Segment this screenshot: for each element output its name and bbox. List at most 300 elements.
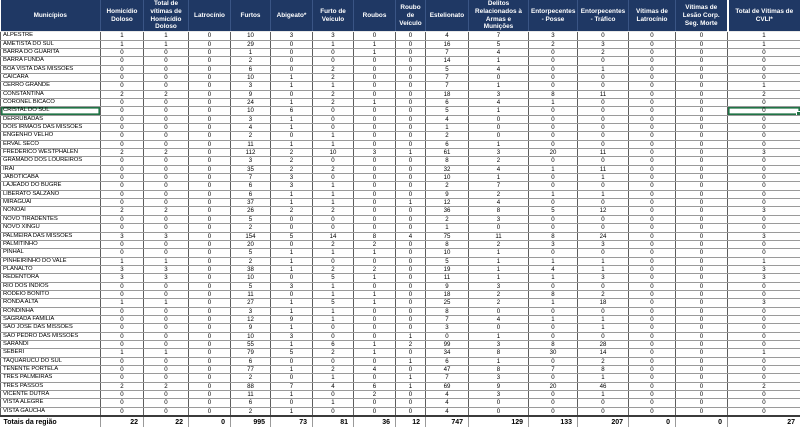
- data-cell-vitimas-latrocinio[interactable]: 0: [629, 73, 676, 81]
- data-cell-entorpecentes-posse[interactable]: 0: [529, 182, 578, 190]
- data-cell-furto-de-veiculo[interactable]: 0: [313, 157, 354, 165]
- data-cell-total-cvli[interactable]: 2: [728, 90, 800, 98]
- data-cell-latrocinio[interactable]: 0: [189, 366, 231, 374]
- data-cell-roubo-de-veiculo[interactable]: 0: [396, 324, 426, 332]
- data-cell-entorpecentes-trafico[interactable]: 1: [578, 315, 629, 323]
- data-cell-vitimas-latrocinio[interactable]: 0: [629, 132, 676, 140]
- data-cell-homicidio-doloso[interactable]: 0: [101, 391, 144, 399]
- data-cell-furto-de-veiculo[interactable]: 1: [313, 249, 354, 257]
- data-cell-abigeato[interactable]: 1: [271, 99, 313, 107]
- municipality-cell[interactable]: MIRAGUAI: [1, 199, 101, 207]
- data-cell-delitos-armas-municoes[interactable]: 3: [469, 391, 529, 399]
- totals-cell-homicidio-doloso[interactable]: 22: [101, 416, 144, 427]
- data-cell-furto-de-veiculo[interactable]: 0: [313, 407, 354, 416]
- data-cell-vitimas-lesao[interactable]: 0: [676, 215, 728, 223]
- data-cell-vitimas-latrocinio[interactable]: 0: [629, 374, 676, 382]
- data-cell-total-vitimas-homicidio[interactable]: 3: [144, 274, 189, 282]
- data-cell-furto-de-veiculo[interactable]: 2: [313, 207, 354, 215]
- data-cell-roubo-de-veiculo[interactable]: 1: [396, 357, 426, 365]
- data-cell-entorpecentes-posse[interactable]: 5: [529, 207, 578, 215]
- data-cell-entorpecentes-posse[interactable]: 0: [529, 107, 578, 115]
- data-cell-roubo-de-veiculo[interactable]: 0: [396, 249, 426, 257]
- data-cell-entorpecentes-posse[interactable]: 0: [529, 73, 578, 81]
- data-cell-abigeato[interactable]: 2: [271, 157, 313, 165]
- data-cell-vitimas-lesao[interactable]: 0: [676, 307, 728, 315]
- data-cell-roubos[interactable]: 0: [354, 82, 396, 90]
- data-cell-roubo-de-veiculo[interactable]: 0: [396, 274, 426, 282]
- data-cell-entorpecentes-trafico[interactable]: 0: [578, 215, 629, 223]
- data-cell-delitos-armas-municoes[interactable]: 2: [469, 240, 529, 248]
- data-cell-delitos-armas-municoes[interactable]: 1: [469, 265, 529, 273]
- data-cell-vitimas-latrocinio[interactable]: 0: [629, 366, 676, 374]
- data-cell-total-cvli[interactable]: 0: [728, 324, 800, 332]
- data-cell-entorpecentes-trafico[interactable]: 0: [578, 182, 629, 190]
- data-cell-total-vitimas-homicidio[interactable]: 0: [144, 357, 189, 365]
- data-cell-roubos[interactable]: 1: [354, 290, 396, 298]
- data-cell-furtos[interactable]: 10: [231, 332, 271, 340]
- data-cell-latrocinio[interactable]: 0: [189, 324, 231, 332]
- municipality-cell[interactable]: DOIS IRMAOS DAS MISSOES: [1, 124, 101, 132]
- data-cell-latrocinio[interactable]: 0: [189, 407, 231, 416]
- data-cell-latrocinio[interactable]: 0: [189, 132, 231, 140]
- data-cell-total-cvli[interactable]: 0: [728, 107, 800, 115]
- data-cell-roubos[interactable]: 4: [354, 366, 396, 374]
- data-cell-furtos[interactable]: 37: [231, 199, 271, 207]
- data-cell-entorpecentes-trafico[interactable]: 14: [578, 349, 629, 357]
- data-cell-vitimas-lesao[interactable]: 0: [676, 157, 728, 165]
- data-cell-furtos[interactable]: 9: [231, 324, 271, 332]
- municipality-cell[interactable]: SAO JOSE DAS MISSOES: [1, 324, 101, 332]
- data-cell-homicidio-doloso[interactable]: 2: [101, 90, 144, 98]
- municipality-cell[interactable]: PINHAL: [1, 249, 101, 257]
- data-cell-vitimas-lesao[interactable]: 0: [676, 224, 728, 232]
- column-header-abigeato[interactable]: Abigeato*: [271, 0, 313, 32]
- data-cell-entorpecentes-posse[interactable]: 0: [529, 124, 578, 132]
- data-cell-vitimas-lesao[interactable]: 0: [676, 90, 728, 98]
- data-cell-estelionato[interactable]: 34: [426, 349, 469, 357]
- data-cell-entorpecentes-trafico[interactable]: 1: [578, 190, 629, 198]
- data-cell-roubo-de-veiculo[interactable]: 0: [396, 265, 426, 273]
- data-cell-roubo-de-veiculo[interactable]: 0: [396, 257, 426, 265]
- data-cell-furtos[interactable]: 38: [231, 265, 271, 273]
- municipality-cell[interactable]: REDENTORA: [1, 274, 101, 282]
- data-cell-total-cvli[interactable]: 3: [728, 149, 800, 157]
- data-cell-vitimas-latrocinio[interactable]: 0: [629, 232, 676, 240]
- data-cell-estelionato[interactable]: 7: [426, 73, 469, 81]
- data-cell-total-cvli[interactable]: 1: [728, 32, 800, 40]
- municipality-cell[interactable]: NOVO TIRADENTES: [1, 215, 101, 223]
- data-cell-abigeato[interactable]: 5: [271, 232, 313, 240]
- data-cell-total-vitimas-homicidio[interactable]: 0: [144, 99, 189, 107]
- data-cell-vitimas-lesao[interactable]: 0: [676, 399, 728, 407]
- data-cell-abigeato[interactable]: 1: [271, 324, 313, 332]
- data-cell-total-cvli[interactable]: 0: [728, 215, 800, 223]
- data-cell-latrocinio[interactable]: 0: [189, 182, 231, 190]
- data-cell-estelionato[interactable]: 32: [426, 165, 469, 173]
- municipality-cell[interactable]: FREDERICO WESTPHALEN: [1, 149, 101, 157]
- data-cell-furtos[interactable]: 6: [231, 399, 271, 407]
- data-cell-abigeato[interactable]: 3: [271, 32, 313, 40]
- data-cell-entorpecentes-trafico[interactable]: 46: [578, 382, 629, 390]
- data-cell-abigeato[interactable]: 1: [271, 299, 313, 307]
- data-cell-vitimas-lesao[interactable]: 0: [676, 124, 728, 132]
- data-cell-latrocinio[interactable]: 0: [189, 207, 231, 215]
- data-cell-total-vitimas-homicidio[interactable]: 0: [144, 157, 189, 165]
- data-cell-total-cvli[interactable]: 0: [728, 307, 800, 315]
- data-cell-total-vitimas-homicidio[interactable]: 2: [144, 382, 189, 390]
- data-cell-furtos[interactable]: 88: [231, 382, 271, 390]
- data-cell-roubo-de-veiculo[interactable]: 0: [396, 366, 426, 374]
- data-cell-roubo-de-veiculo[interactable]: 2: [396, 340, 426, 348]
- data-cell-entorpecentes-trafico[interactable]: 1: [578, 374, 629, 382]
- data-cell-vitimas-latrocinio[interactable]: 0: [629, 215, 676, 223]
- data-cell-vitimas-lesao[interactable]: 0: [676, 65, 728, 73]
- data-cell-furto-de-veiculo[interactable]: 2: [313, 240, 354, 248]
- data-cell-total-vitimas-homicidio[interactable]: 0: [144, 182, 189, 190]
- data-cell-vitimas-latrocinio[interactable]: 0: [629, 199, 676, 207]
- data-cell-estelionato[interactable]: 8: [426, 307, 469, 315]
- data-cell-homicidio-doloso[interactable]: 0: [101, 82, 144, 90]
- data-cell-total-vitimas-homicidio[interactable]: 1: [144, 32, 189, 40]
- data-cell-homicidio-doloso[interactable]: 0: [101, 366, 144, 374]
- data-cell-roubos[interactable]: 0: [354, 257, 396, 265]
- data-cell-latrocinio[interactable]: 0: [189, 274, 231, 282]
- data-cell-roubo-de-veiculo[interactable]: 0: [396, 140, 426, 148]
- data-cell-roubo-de-veiculo[interactable]: 0: [396, 224, 426, 232]
- data-cell-vitimas-lesao[interactable]: 0: [676, 73, 728, 81]
- data-cell-homicidio-doloso[interactable]: 0: [101, 332, 144, 340]
- data-cell-vitimas-latrocinio[interactable]: 0: [629, 182, 676, 190]
- data-cell-abigeato[interactable]: 0: [271, 65, 313, 73]
- data-cell-vitimas-latrocinio[interactable]: 0: [629, 107, 676, 115]
- data-cell-furto-de-veiculo[interactable]: 0: [313, 257, 354, 265]
- column-header-roubos[interactable]: Roubos: [354, 0, 396, 32]
- data-cell-entorpecentes-posse[interactable]: 8: [529, 340, 578, 348]
- totals-cell-estelionato[interactable]: 747: [426, 416, 469, 427]
- data-cell-furtos[interactable]: 2: [231, 407, 271, 416]
- totals-cell-total-cvli[interactable]: 27: [728, 416, 800, 427]
- data-cell-estelionato[interactable]: 4: [426, 391, 469, 399]
- data-cell-entorpecentes-posse[interactable]: 0: [529, 391, 578, 399]
- data-cell-furto-de-veiculo[interactable]: 0: [313, 107, 354, 115]
- data-cell-furto-de-veiculo[interactable]: 1: [313, 40, 354, 48]
- data-cell-total-vitimas-homicidio[interactable]: 0: [144, 249, 189, 257]
- data-cell-vitimas-lesao[interactable]: 0: [676, 374, 728, 382]
- data-cell-roubo-de-veiculo[interactable]: 0: [396, 299, 426, 307]
- data-cell-vitimas-latrocinio[interactable]: 0: [629, 274, 676, 282]
- data-cell-furto-de-veiculo[interactable]: 0: [313, 224, 354, 232]
- data-cell-latrocinio[interactable]: 0: [189, 224, 231, 232]
- data-cell-total-cvli[interactable]: 0: [728, 174, 800, 182]
- data-cell-entorpecentes-trafico[interactable]: 18: [578, 299, 629, 307]
- data-cell-delitos-armas-municoes[interactable]: 3: [469, 374, 529, 382]
- data-cell-vitimas-lesao[interactable]: 0: [676, 382, 728, 390]
- data-cell-entorpecentes-posse[interactable]: 0: [529, 249, 578, 257]
- data-cell-furto-de-veiculo[interactable]: 0: [313, 115, 354, 123]
- data-cell-delitos-armas-municoes[interactable]: 8: [469, 207, 529, 215]
- data-cell-vitimas-latrocinio[interactable]: 0: [629, 315, 676, 323]
- municipality-cell[interactable]: VISTA GAUCHA: [1, 407, 101, 416]
- data-cell-vitimas-lesao[interactable]: 0: [676, 182, 728, 190]
- data-cell-roubos[interactable]: 0: [354, 157, 396, 165]
- data-cell-estelionato[interactable]: 18: [426, 290, 469, 298]
- data-cell-homicidio-doloso[interactable]: 0: [101, 224, 144, 232]
- data-cell-total-vitimas-homicidio[interactable]: 0: [144, 65, 189, 73]
- data-cell-delitos-armas-municoes[interactable]: 9: [469, 382, 529, 390]
- data-cell-latrocinio[interactable]: 0: [189, 249, 231, 257]
- data-cell-total-vitimas-homicidio[interactable]: 0: [144, 48, 189, 56]
- data-cell-homicidio-doloso[interactable]: 0: [101, 249, 144, 257]
- data-cell-vitimas-latrocinio[interactable]: 0: [629, 99, 676, 107]
- data-cell-entorpecentes-posse[interactable]: 0: [529, 307, 578, 315]
- data-cell-estelionato[interactable]: 8: [426, 240, 469, 248]
- data-cell-latrocinio[interactable]: 0: [189, 157, 231, 165]
- data-cell-total-vitimas-homicidio[interactable]: 0: [144, 57, 189, 65]
- municipality-cell[interactable]: SAGRADA FAMILIA: [1, 315, 101, 323]
- data-cell-total-cvli[interactable]: 0: [728, 140, 800, 148]
- data-cell-entorpecentes-posse[interactable]: 1: [529, 274, 578, 282]
- data-cell-abigeato[interactable]: 9: [271, 315, 313, 323]
- data-cell-roubo-de-veiculo[interactable]: 0: [396, 40, 426, 48]
- data-cell-total-cvli[interactable]: 3: [728, 299, 800, 307]
- data-cell-roubos[interactable]: 0: [354, 324, 396, 332]
- municipality-cell[interactable]: RONDINHA: [1, 307, 101, 315]
- data-cell-delitos-armas-municoes[interactable]: 1: [469, 174, 529, 182]
- municipality-cell[interactable]: RODEIO BONITO: [1, 290, 101, 298]
- data-cell-total-cvli[interactable]: 0: [728, 391, 800, 399]
- data-cell-vitimas-latrocinio[interactable]: 0: [629, 224, 676, 232]
- data-cell-latrocinio[interactable]: 0: [189, 140, 231, 148]
- data-cell-delitos-armas-municoes[interactable]: 2: [469, 157, 529, 165]
- data-cell-furtos[interactable]: 112: [231, 149, 271, 157]
- data-cell-furto-de-veiculo[interactable]: 3: [313, 32, 354, 40]
- data-cell-roubo-de-veiculo[interactable]: 0: [396, 282, 426, 290]
- data-cell-latrocinio[interactable]: 0: [189, 232, 231, 240]
- data-cell-abigeato[interactable]: 1: [271, 340, 313, 348]
- data-cell-estelionato[interactable]: 25: [426, 299, 469, 307]
- data-cell-entorpecentes-posse[interactable]: 8: [529, 90, 578, 98]
- data-cell-vitimas-latrocinio[interactable]: 0: [629, 90, 676, 98]
- data-cell-total-cvli[interactable]: 0: [728, 357, 800, 365]
- data-cell-furto-de-veiculo[interactable]: 10: [313, 149, 354, 157]
- data-cell-vitimas-lesao[interactable]: 0: [676, 140, 728, 148]
- municipality-cell[interactable]: RONDA ALTA: [1, 299, 101, 307]
- data-cell-entorpecentes-trafico[interactable]: 24: [578, 232, 629, 240]
- totals-cell-entorpecentes-posse[interactable]: 133: [529, 416, 578, 427]
- data-cell-total-vitimas-homicidio[interactable]: 0: [144, 140, 189, 148]
- data-cell-homicidio-doloso[interactable]: 2: [101, 207, 144, 215]
- data-cell-delitos-armas-municoes[interactable]: 3: [469, 282, 529, 290]
- data-cell-vitimas-lesao[interactable]: 0: [676, 207, 728, 215]
- data-cell-entorpecentes-posse[interactable]: 0: [529, 399, 578, 407]
- data-cell-roubos[interactable]: 0: [354, 73, 396, 81]
- data-cell-roubo-de-veiculo[interactable]: 1: [396, 374, 426, 382]
- data-cell-entorpecentes-trafico[interactable]: 0: [578, 399, 629, 407]
- data-cell-delitos-armas-municoes[interactable]: 4: [469, 48, 529, 56]
- data-cell-roubos[interactable]: 0: [354, 57, 396, 65]
- data-cell-total-cvli[interactable]: 0: [728, 199, 800, 207]
- data-cell-latrocinio[interactable]: 0: [189, 57, 231, 65]
- data-cell-roubo-de-veiculo[interactable]: 1: [396, 382, 426, 390]
- data-cell-total-cvli[interactable]: 0: [728, 132, 800, 140]
- data-cell-vitimas-lesao[interactable]: 0: [676, 349, 728, 357]
- data-cell-delitos-armas-municoes[interactable]: 3: [469, 215, 529, 223]
- data-cell-abigeato[interactable]: 1: [271, 265, 313, 273]
- data-cell-vitimas-latrocinio[interactable]: 0: [629, 140, 676, 148]
- data-cell-roubos[interactable]: 0: [354, 399, 396, 407]
- data-cell-entorpecentes-posse[interactable]: 8: [529, 232, 578, 240]
- data-cell-latrocinio[interactable]: 0: [189, 340, 231, 348]
- data-cell-abigeato[interactable]: 1: [271, 73, 313, 81]
- data-cell-furtos[interactable]: 2: [231, 57, 271, 65]
- data-cell-vitimas-lesao[interactable]: 0: [676, 232, 728, 240]
- data-cell-abigeato[interactable]: 1: [271, 249, 313, 257]
- data-cell-roubos[interactable]: 6: [354, 382, 396, 390]
- data-cell-furto-de-veiculo[interactable]: 0: [313, 391, 354, 399]
- data-cell-furtos[interactable]: 77: [231, 366, 271, 374]
- data-cell-furto-de-veiculo[interactable]: 0: [313, 174, 354, 182]
- municipality-cell[interactable]: LAJEADO DO BUGRE: [1, 182, 101, 190]
- data-cell-entorpecentes-trafico[interactable]: 2: [578, 290, 629, 298]
- column-header-furtos[interactable]: Furtos: [231, 0, 271, 32]
- municipality-cell[interactable]: CONSTANTINA: [1, 90, 101, 98]
- data-cell-homicidio-doloso[interactable]: 1: [101, 299, 144, 307]
- data-cell-entorpecentes-trafico[interactable]: 11: [578, 149, 629, 157]
- municipality-cell[interactable]: NOVO XINGU: [1, 224, 101, 232]
- data-cell-homicidio-doloso[interactable]: 0: [101, 324, 144, 332]
- data-cell-estelionato[interactable]: 1: [426, 124, 469, 132]
- data-cell-latrocinio[interactable]: 0: [189, 257, 231, 265]
- data-cell-entorpecentes-trafico[interactable]: 0: [578, 132, 629, 140]
- data-cell-total-vitimas-homicidio[interactable]: 2: [144, 90, 189, 98]
- data-cell-total-cvli[interactable]: 1: [728, 40, 800, 48]
- data-cell-roubos[interactable]: 0: [354, 132, 396, 140]
- data-cell-delitos-armas-municoes[interactable]: 2: [469, 190, 529, 198]
- data-cell-total-cvli[interactable]: 3: [728, 265, 800, 273]
- data-cell-roubos[interactable]: 0: [354, 65, 396, 73]
- data-cell-furtos[interactable]: 11: [231, 140, 271, 148]
- data-cell-latrocinio[interactable]: 0: [189, 165, 231, 173]
- data-cell-roubos[interactable]: 1: [354, 340, 396, 348]
- data-cell-homicidio-doloso[interactable]: 2: [101, 149, 144, 157]
- data-cell-roubos[interactable]: 2: [354, 391, 396, 399]
- municipality-cell[interactable]: AMETISTA DO SUL: [1, 40, 101, 48]
- data-cell-roubo-de-veiculo[interactable]: 0: [396, 174, 426, 182]
- data-cell-vitimas-latrocinio[interactable]: 0: [629, 282, 676, 290]
- data-cell-entorpecentes-trafico[interactable]: 0: [578, 199, 629, 207]
- data-cell-roubos[interactable]: 0: [354, 107, 396, 115]
- data-cell-total-cvli[interactable]: 0: [728, 240, 800, 248]
- data-cell-entorpecentes-posse[interactable]: 20: [529, 149, 578, 157]
- data-cell-total-cvli[interactable]: 0: [728, 399, 800, 407]
- data-cell-furto-de-veiculo[interactable]: 1: [313, 199, 354, 207]
- data-cell-abigeato[interactable]: 3: [271, 332, 313, 340]
- municipality-cell[interactable]: IRAI: [1, 165, 101, 173]
- data-cell-estelionato[interactable]: 5: [426, 107, 469, 115]
- data-cell-estelionato[interactable]: 8: [426, 157, 469, 165]
- data-cell-total-vitimas-homicidio[interactable]: 0: [144, 374, 189, 382]
- data-cell-estelionato[interactable]: 69: [426, 382, 469, 390]
- data-cell-furtos[interactable]: 9: [231, 90, 271, 98]
- data-cell-total-cvli[interactable]: 0: [728, 315, 800, 323]
- data-cell-vitimas-lesao[interactable]: 0: [676, 265, 728, 273]
- municipality-cell[interactable]: GRAMADO DOS LOUREIROS: [1, 157, 101, 165]
- data-cell-total-vitimas-homicidio[interactable]: 0: [144, 124, 189, 132]
- data-cell-total-vitimas-homicidio[interactable]: 1: [144, 299, 189, 307]
- data-cell-homicidio-doloso[interactable]: 0: [101, 307, 144, 315]
- data-cell-entorpecentes-trafico[interactable]: 0: [578, 107, 629, 115]
- data-cell-furto-de-veiculo[interactable]: 1: [313, 290, 354, 298]
- data-cell-homicidio-doloso[interactable]: 1: [101, 32, 144, 40]
- data-cell-delitos-armas-municoes[interactable]: 1: [469, 140, 529, 148]
- municipality-cell[interactable]: SARANDI: [1, 340, 101, 348]
- data-cell-total-vitimas-homicidio[interactable]: 0: [144, 190, 189, 198]
- data-cell-abigeato[interactable]: 2: [271, 207, 313, 215]
- data-cell-entorpecentes-trafico[interactable]: 0: [578, 307, 629, 315]
- totals-cell-total-vitimas-homicidio[interactable]: 22: [144, 416, 189, 427]
- data-cell-furtos[interactable]: 10: [231, 73, 271, 81]
- data-cell-entorpecentes-posse[interactable]: 0: [529, 65, 578, 73]
- data-cell-roubos[interactable]: 1: [354, 274, 396, 282]
- data-cell-homicidio-doloso[interactable]: 0: [101, 65, 144, 73]
- data-cell-delitos-armas-municoes[interactable]: 0: [469, 132, 529, 140]
- data-cell-estelionato[interactable]: 3: [426, 324, 469, 332]
- data-cell-furtos[interactable]: 2: [231, 374, 271, 382]
- data-cell-abigeato[interactable]: 3: [271, 174, 313, 182]
- data-cell-abigeato[interactable]: 1: [271, 124, 313, 132]
- data-cell-delitos-armas-municoes[interactable]: 4: [469, 199, 529, 207]
- data-cell-latrocinio[interactable]: 0: [189, 90, 231, 98]
- data-cell-vitimas-latrocinio[interactable]: 0: [629, 357, 676, 365]
- data-cell-furtos[interactable]: 10: [231, 274, 271, 282]
- data-cell-delitos-armas-municoes[interactable]: 4: [469, 315, 529, 323]
- data-cell-homicidio-doloso[interactable]: 0: [101, 215, 144, 223]
- data-cell-furto-de-veiculo[interactable]: 0: [313, 357, 354, 365]
- totals-cell-furto-de-veiculo[interactable]: 81: [313, 416, 354, 427]
- data-cell-total-cvli[interactable]: 0: [728, 340, 800, 348]
- municipality-cell[interactable]: VICENTE DUTRA: [1, 391, 101, 399]
- data-cell-roubo-de-veiculo[interactable]: 0: [396, 349, 426, 357]
- data-cell-vitimas-lesao[interactable]: 0: [676, 315, 728, 323]
- data-cell-estelionato[interactable]: 6: [426, 99, 469, 107]
- data-cell-homicidio-doloso[interactable]: 0: [101, 140, 144, 148]
- data-cell-estelionato[interactable]: 5: [426, 65, 469, 73]
- data-cell-vitimas-lesao[interactable]: 0: [676, 391, 728, 399]
- data-cell-roubos[interactable]: 0: [354, 165, 396, 173]
- data-cell-roubos[interactable]: 3: [354, 149, 396, 157]
- data-cell-entorpecentes-trafico[interactable]: 2: [578, 357, 629, 365]
- municipality-cell[interactable]: DERRUBADAS: [1, 115, 101, 123]
- data-cell-furtos[interactable]: 2: [231, 132, 271, 140]
- data-cell-roubos[interactable]: 0: [354, 174, 396, 182]
- data-cell-latrocinio[interactable]: 0: [189, 290, 231, 298]
- municipality-cell[interactable]: TRES PASSOS: [1, 382, 101, 390]
- municipality-cell[interactable]: JABOTICABA: [1, 174, 101, 182]
- data-cell-total-cvli[interactable]: 0: [728, 57, 800, 65]
- data-cell-roubo-de-veiculo[interactable]: 4: [396, 232, 426, 240]
- data-cell-vitimas-latrocinio[interactable]: 0: [629, 149, 676, 157]
- column-header-vitimas-latrocinio[interactable]: Vítimas de Latrocínio: [629, 0, 676, 32]
- data-cell-total-vitimas-homicidio[interactable]: 1: [144, 40, 189, 48]
- data-cell-homicidio-doloso[interactable]: 0: [101, 407, 144, 416]
- data-cell-roubos[interactable]: 0: [354, 182, 396, 190]
- data-cell-entorpecentes-trafico[interactable]: 3: [578, 274, 629, 282]
- data-cell-roubo-de-veiculo[interactable]: 0: [396, 57, 426, 65]
- data-cell-homicidio-doloso[interactable]: 0: [101, 199, 144, 207]
- data-cell-entorpecentes-posse[interactable]: 0: [529, 57, 578, 65]
- data-cell-latrocinio[interactable]: 0: [189, 99, 231, 107]
- data-cell-total-vitimas-homicidio[interactable]: 3: [144, 232, 189, 240]
